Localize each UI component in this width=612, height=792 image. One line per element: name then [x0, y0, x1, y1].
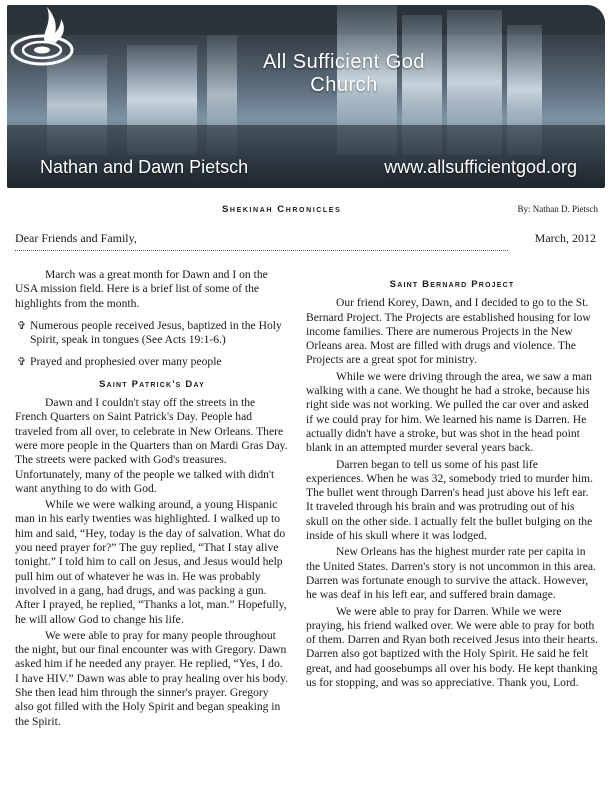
- header-banner: [7, 5, 605, 188]
- bullet-text: Prayed and prophesied over many people: [30, 355, 222, 369]
- intro-paragraph: March was a great month for Dawn and I on the USA mission field. Here is a brief list of some of the highlights from the month.: [15, 268, 268, 310]
- body-paragraph: We were able to pray for Darren. While we were praying, his friend walked over. We were able to pray for both of them. Darren and Ryan both received Jesus into their hearts. Darren also got baptized with the Holy Spirit. He said he felt great, and had goosebumps all over his body. He kept thanking us for stopping, and was so appreciative. Thank you, Lord.: [306, 604, 598, 690]
- body-paragraph: While we were walking around, a young Hispanic man in his early twenties was highlighted. I walked up to him and said, “Hey, today is the day of salvation. What do you need prayer for?” The guy replied, “That I stay alive tonight.” I told him to call on Jesus, and Jesus would help pull him out of whatever he was in. He was probably involved in a gang, had drugs, and was packing a gun. After I prayed, he replied, “Thanks a lot, man.” Hopefully, he will allow God to change his life.: [15, 498, 287, 626]
- bullet-item: [15, 355, 289, 369]
- bullet-text: Numerous people received Jesus, baptized in the Holy Spirit, speak in tongues (See Acts 19:1-6.): [30, 318, 282, 347]
- church-logo-icon: [7, 5, 87, 75]
- newsletter-title: Shekinah Chronicles: [222, 204, 342, 215]
- right-column: [306, 272, 598, 692]
- church-name-line1: All Sufficient God: [262, 51, 426, 73]
- cross-bullet-icon: ✞: [17, 319, 27, 332]
- bullet-item: [15, 319, 289, 348]
- body-paragraph: Dawn and I couldn't stay off the streets in the French Quarters on Saint Patrick's Day. People had traveled from all over, to celebrate in New Orleans. There were more people in the Quarters than on Mardi Gras Day. The streets were packed with God's treasures. Unfortunately, many of the people we talked with didn't want anything to do with God.: [15, 396, 288, 495]
- letter-date: March, 2012: [534, 231, 596, 245]
- cross-bullet-icon: ✞: [17, 356, 27, 369]
- missionary-names: Nathan and Dawn Pietsch: [40, 157, 249, 177]
- body-paragraph: While we were driving through the area, we saw a man walking with a cane. We thought he had a stroke, because his right side was not working. We pulled the car over and asked if we could pray for him. We learned his name is Darren. He actually didn't have a stroke, but was shot in the head point blank in an attempted murder several years back.: [306, 369, 592, 455]
- website-url: www.allsufficientgod.org: [384, 157, 577, 177]
- body-paragraph: New Orleans has the highest murder rate per capita in the United States. Darren's story is not uncommon in this area. Darren was fortunate enough to survive the attack. However, he was deaf in his left ear, and suffered brain damage.: [306, 545, 596, 602]
- salutation: Dear Friends and Family,: [15, 231, 137, 245]
- body-paragraph: We were able to pray for many people throughout the night, but our final encounter was with Gregory. Dawn asked him if he needed any prayer. He replied, “Yes, I do. I have HIV.” Dawn was able to pray healing over his body. She then lead him through the sinner's prayer. Gregory also got filled with the Holy Spirit and began speaking in the Spirit.: [15, 628, 289, 728]
- church-name-line2: Church: [310, 74, 378, 96]
- church-name: [244, 51, 444, 97]
- body-paragraph: Our friend Korey, Dawn, and I decided to go to the St. Bernard Project. The Projects are established housing for low income families. There are numerous Projects in the New Orleans area. Most are filled with drugs and violence. The Projects are a great spot for ministry.: [306, 296, 591, 367]
- left-column: [15, 268, 289, 731]
- section-heading-saint-bernard-project: Saint Bernard Project: [389, 279, 515, 290]
- dotted-divider: [15, 250, 508, 251]
- body-paragraph: Darren began to tell us some of his past life experiences. When he was 32, somebody tried to murder him. The bullet went through Darren's head just above his left ear. It traveled through his brain and was protruding out of his skull on the other side. I actually felt the bullet bulging on the inside of his skull where it was lodged.: [306, 457, 593, 543]
- byline: By: Nathan D. Pietsch: [517, 204, 598, 214]
- section-heading-saint-patricks-day: Saint Patrick's Day: [99, 378, 205, 390]
